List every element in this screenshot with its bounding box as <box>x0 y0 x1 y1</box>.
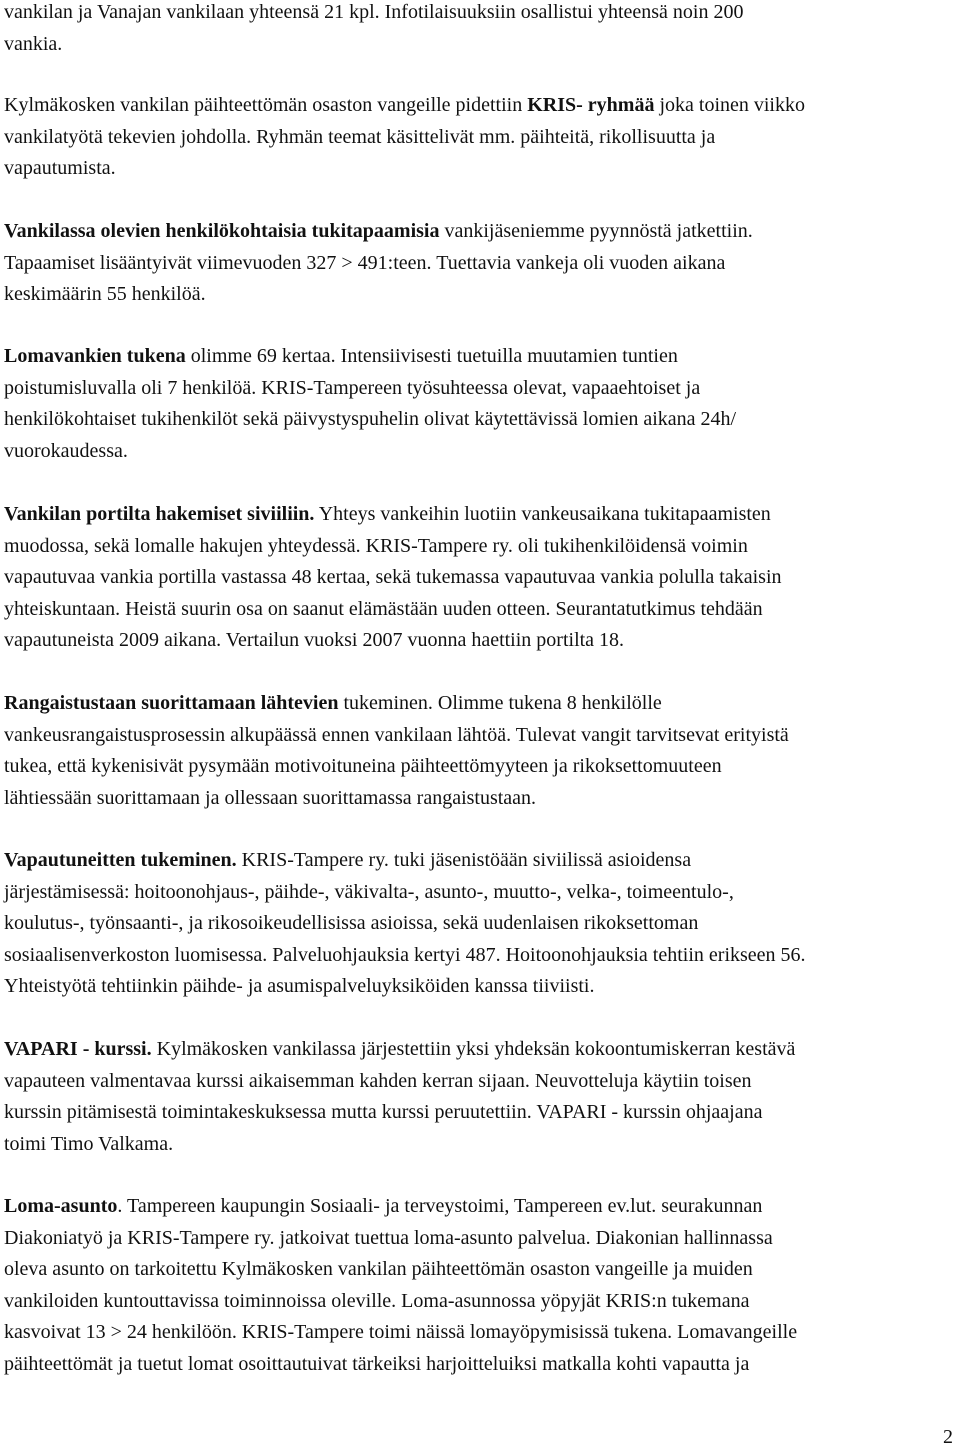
text-line <box>4 373 956 405</box>
text-run: KRIS-Tampere ry. tuki jäsenistöään siviilissä asioidensa <box>236 849 692 871</box>
text-line <box>4 1034 956 1066</box>
text-line <box>4 341 956 373</box>
paragraph-lomavankien-tuki <box>4 341 956 467</box>
text-run: kurssin pitämisestä toimintakeskuksessa mutta kurssi peruutettiin. VAPARI - kurssin ohjaajana <box>4 1101 763 1123</box>
text-line <box>4 845 956 877</box>
text-line <box>4 531 956 563</box>
text-run: tukea, että kykenisivät pysymään motivoituneina päihteettömyyteen ja rikoksettomuuteen <box>4 755 722 777</box>
text-line <box>4 0 956 29</box>
text-run: vankilan ja Vanajan vankilaan yhteensä 21 kpl. Infotilaisuuksiin osallistui yhteensä noin 200 <box>4 1 744 23</box>
paragraph-tukitapaamiset <box>4 216 956 311</box>
text-line <box>4 216 956 248</box>
text-run: tukeminen. Olimme tukena 8 henkilölle <box>338 692 662 714</box>
paragraph-kris-ryhma <box>4 90 956 185</box>
text-line <box>4 279 956 311</box>
text-run: olimme 69 kertaa. Intensiivisesti tuetuilla muutamien tuntien <box>185 345 678 367</box>
text-line <box>4 1254 956 1286</box>
text-run: vapautuneista 2009 aikana. Vertailun vuoksi 2007 vuonna haettiin portilta 18. <box>4 629 625 651</box>
text-run: päihteettömät ja tuetut lomat osoittautuivat tärkeiksi harjoitteluiksi matkalla kohti vapautta ja <box>4 1352 750 1375</box>
text-line <box>4 1097 956 1129</box>
paragraph-rangaistukseen-lahtevat <box>4 688 956 814</box>
text-line <box>4 404 956 436</box>
page-number: 2 <box>943 1426 953 1448</box>
text-line <box>4 90 956 122</box>
text-run: vapautumista. <box>4 157 116 179</box>
bold-heading-run: Vankilan portilta hakemiset siviiliin. <box>4 503 315 525</box>
paragraph-portilta-hakemiset <box>4 499 956 657</box>
text-run: sosiaalisenverkoston luomisessa. Palveluohjauksia kertyi 487. Hoitoonohjauksia tehtiin erikseen 56. <box>4 943 806 966</box>
text-line <box>4 122 956 154</box>
text-line <box>4 1223 956 1255</box>
text-run: koulutus-, työnsaanti-, ja rikosoikeudellisissa asioissa, sekä uudenlaisen rikoksettoman <box>4 912 699 934</box>
text-line <box>4 594 956 626</box>
text-run: henkilökohtaiset tukihenkilöt sekä päivystyspuhelin olivat käytettävissä lomien aikana 24h/ <box>4 408 737 430</box>
paragraph-infotilaisuudet <box>4 0 956 60</box>
text-run: kasvoivat 13 > 24 henkilöön. KRIS-Tampere toimi näissä lomayöpymisissä tukena. Lomavangeille <box>4 1321 798 1343</box>
text-line <box>4 436 956 468</box>
bold-heading-run: Lomavankien tukena <box>4 345 186 367</box>
text-run: vankijäseniemme pyynnöstä jatkettiin. <box>439 220 753 242</box>
text-line <box>4 688 956 720</box>
text-run: vankeusrangaistusprosessin alkupäässä ennen vankilaan lähtöä. Tulevat vangit tarvitsevat erityistä <box>4 723 789 746</box>
text-line <box>4 720 956 752</box>
text-line <box>4 1066 956 1098</box>
bold-heading-run: Loma-asunto <box>4 1195 118 1217</box>
text-line <box>4 1349 956 1381</box>
text-line <box>4 908 956 940</box>
text-run: Yhteistyötä tehtiinkin päihde- ja asumispalveluyksiköiden kanssa tiiviisti. <box>4 975 595 997</box>
bold-heading-run: Vapautuneitten tukeminen. <box>4 849 237 871</box>
text-run: oleva asunto on tarkoitettu Kylmäkosken vankilan päihteettömän osaston vangeille ja muiden <box>4 1258 753 1280</box>
text-run: yhteiskuntaan. Heistä suurin osa on saanut elämästään uuden otteen. Seurantatutkimus tehdään <box>4 597 763 620</box>
text-line <box>4 1286 956 1318</box>
text-run: vankilatyötä tekevien johdolla. Ryhmän teemat käsittelivät mm. päihteitä, rikollisuutta ja <box>4 125 716 148</box>
text-run: vankiloiden kuntouttavissa toiminnoissa oleville. Loma-asunnossa yöpyjät KRIS:n tukemana <box>4 1289 750 1312</box>
bold-heading-run: Vankilassa olevien henkilökohtaisia tukitapaamisia <box>4 220 440 242</box>
text-run: vapautuvaa vankia portilla vastassa 48 kertaa, sekä tukemassa vapautuvaa vankia polulla takaisin <box>4 566 782 588</box>
text-line <box>4 29 956 61</box>
text-line <box>4 971 956 1003</box>
text-run: . Tampereen kaupungin Sosiaali- ja terveystoimi, Tampereen ev.lut. seurakunnan <box>117 1195 763 1217</box>
text-run: järjestämisessä: hoitoonohjaus-, päihde-, väkivalta-, asunto-, muutto-, velka-, toimeentulo-, <box>4 880 734 903</box>
text-line <box>4 1129 956 1161</box>
bold-heading-run: Rangaistustaan suorittamaan lähtevien <box>4 692 339 714</box>
text-run: vankia. <box>4 32 63 55</box>
bold-heading-run: VAPARI - kurssi. <box>4 1038 152 1060</box>
text-run: Tapaamiset lisääntyivät viimevuoden 327 > 491:teen. Tuettavia vankeja oli vuoden aikana <box>4 251 726 274</box>
text-run: toimi Timo Valkama. <box>4 1132 174 1155</box>
text-line <box>4 153 956 185</box>
text-line <box>4 499 956 531</box>
text-line <box>4 625 956 657</box>
text-run: keskimäärin 55 henkilöä. <box>4 283 206 305</box>
text-run: vuorokaudessa. <box>4 439 128 462</box>
text-run: poistumisluvalla oli 7 henkilöä. KRIS-Tampereen työsuhteessa olevat, vapaaehtoiset ja <box>4 376 701 399</box>
text-line <box>4 940 956 972</box>
paragraph-loma-asunto <box>4 1191 956 1380</box>
text-run: Yhteys vankeihin luotiin vankeusaikana tukitapaamisten <box>314 503 771 525</box>
text-run: joka toinen viikko <box>654 94 805 116</box>
paragraph-vapari-kurssi <box>4 1034 956 1160</box>
text-line <box>4 877 956 909</box>
text-run: Kylmäkosken vankilan päihteettömän osaston vangeille pidettiin <box>4 94 528 116</box>
text-line <box>4 751 956 783</box>
paragraph-vapautuneitten-tukeminen <box>4 845 956 1003</box>
text-line <box>4 562 956 594</box>
text-run: vapauteen valmentavaa kurssi aikaisemman kahden kerran sijaan. Neuvotteluja käytiin toisen <box>4 1069 752 1092</box>
text-line <box>4 248 956 280</box>
text-run: muodossa, sekä lomalle hakujen yhteydessä. KRIS-Tampere ry. oli tukihenkilöidensä voimin <box>4 534 748 557</box>
text-run: lähtiessään suorittamaan ja ollessaan suorittamassa rangaistustaan. <box>4 786 537 809</box>
text-line <box>4 1191 956 1223</box>
text-line <box>4 783 956 815</box>
text-run: Kylmäkosken vankilassa järjestettiin yksi yhdeksän kokoontumiskerran kestävä <box>151 1038 796 1060</box>
text-line <box>4 1317 956 1349</box>
bold-heading-run: KRIS- ryhmää <box>527 94 655 116</box>
text-run: Diakoniatyö ja KRIS-Tampere ry. jatkoivat tuettua loma-asunto palvelua. Diakonian hallinnassa <box>4 1226 773 1249</box>
